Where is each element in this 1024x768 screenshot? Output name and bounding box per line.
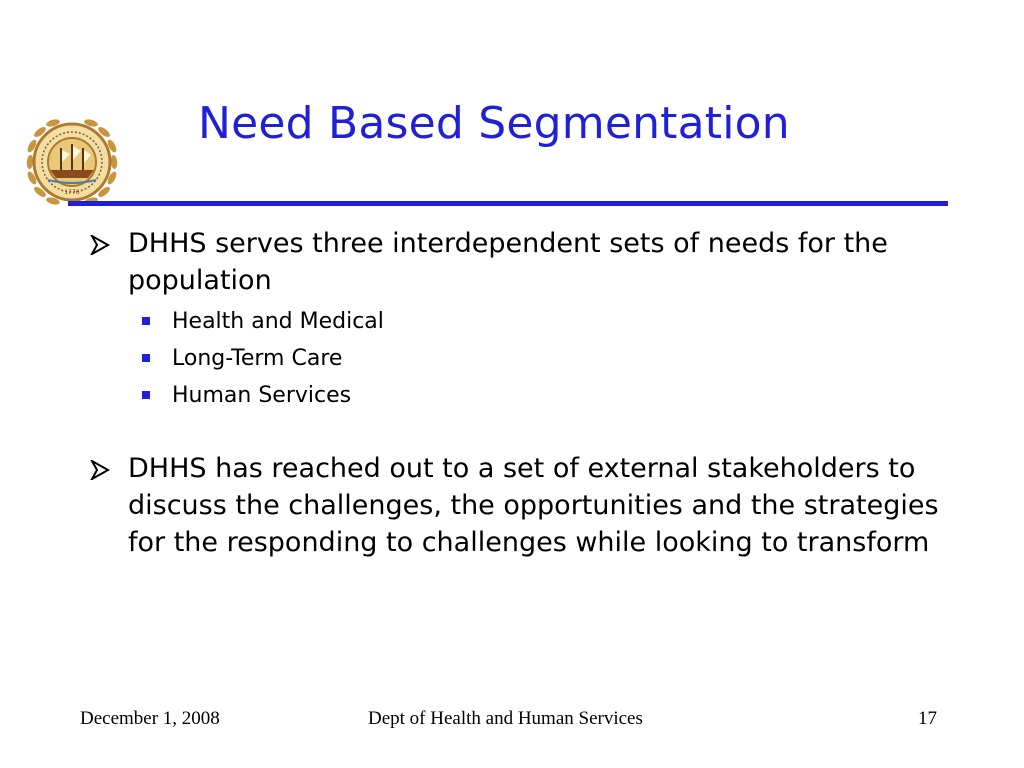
square-bullet-icon: [142, 354, 150, 362]
bullet-item: [88, 225, 948, 414]
state-seal-icon: [20, 114, 124, 210]
bullet-item: [88, 450, 948, 561]
sub-bullet-list: [128, 303, 948, 414]
arrow-bullet-icon: [90, 235, 112, 255]
square-bullet-icon: [142, 317, 150, 325]
sub-bullet-item: [128, 303, 948, 340]
square-bullet-icon: [142, 391, 150, 399]
title-underline: [68, 201, 948, 206]
bullet-list: [88, 225, 948, 561]
bullet-text: DHHS has reached out to a set of external stakeholders to discuss the challenges, the opportunities and the strategies for the responding to challenges while looking to transform: [128, 453, 939, 558]
slide-number: 17: [918, 708, 937, 729]
sub-bullet-text: Human Services: [172, 383, 352, 408]
svg-text:1776: 1776: [64, 189, 80, 196]
footer-department: Dept of Health and Human Services: [368, 708, 643, 729]
arrow-bullet-icon: [90, 460, 112, 480]
bullet-text: DHHS serves three interdependent sets of needs for the population: [128, 228, 888, 296]
sub-bullet-item: [128, 377, 948, 414]
sub-bullet-item: [128, 340, 948, 377]
sub-bullet-text: Health and Medical: [172, 309, 384, 334]
sub-bullet-text: Long-Term Care: [172, 346, 343, 371]
footer-date: December 1, 2008: [80, 708, 220, 729]
slide-title: Need Based Segmentation: [198, 98, 790, 149]
